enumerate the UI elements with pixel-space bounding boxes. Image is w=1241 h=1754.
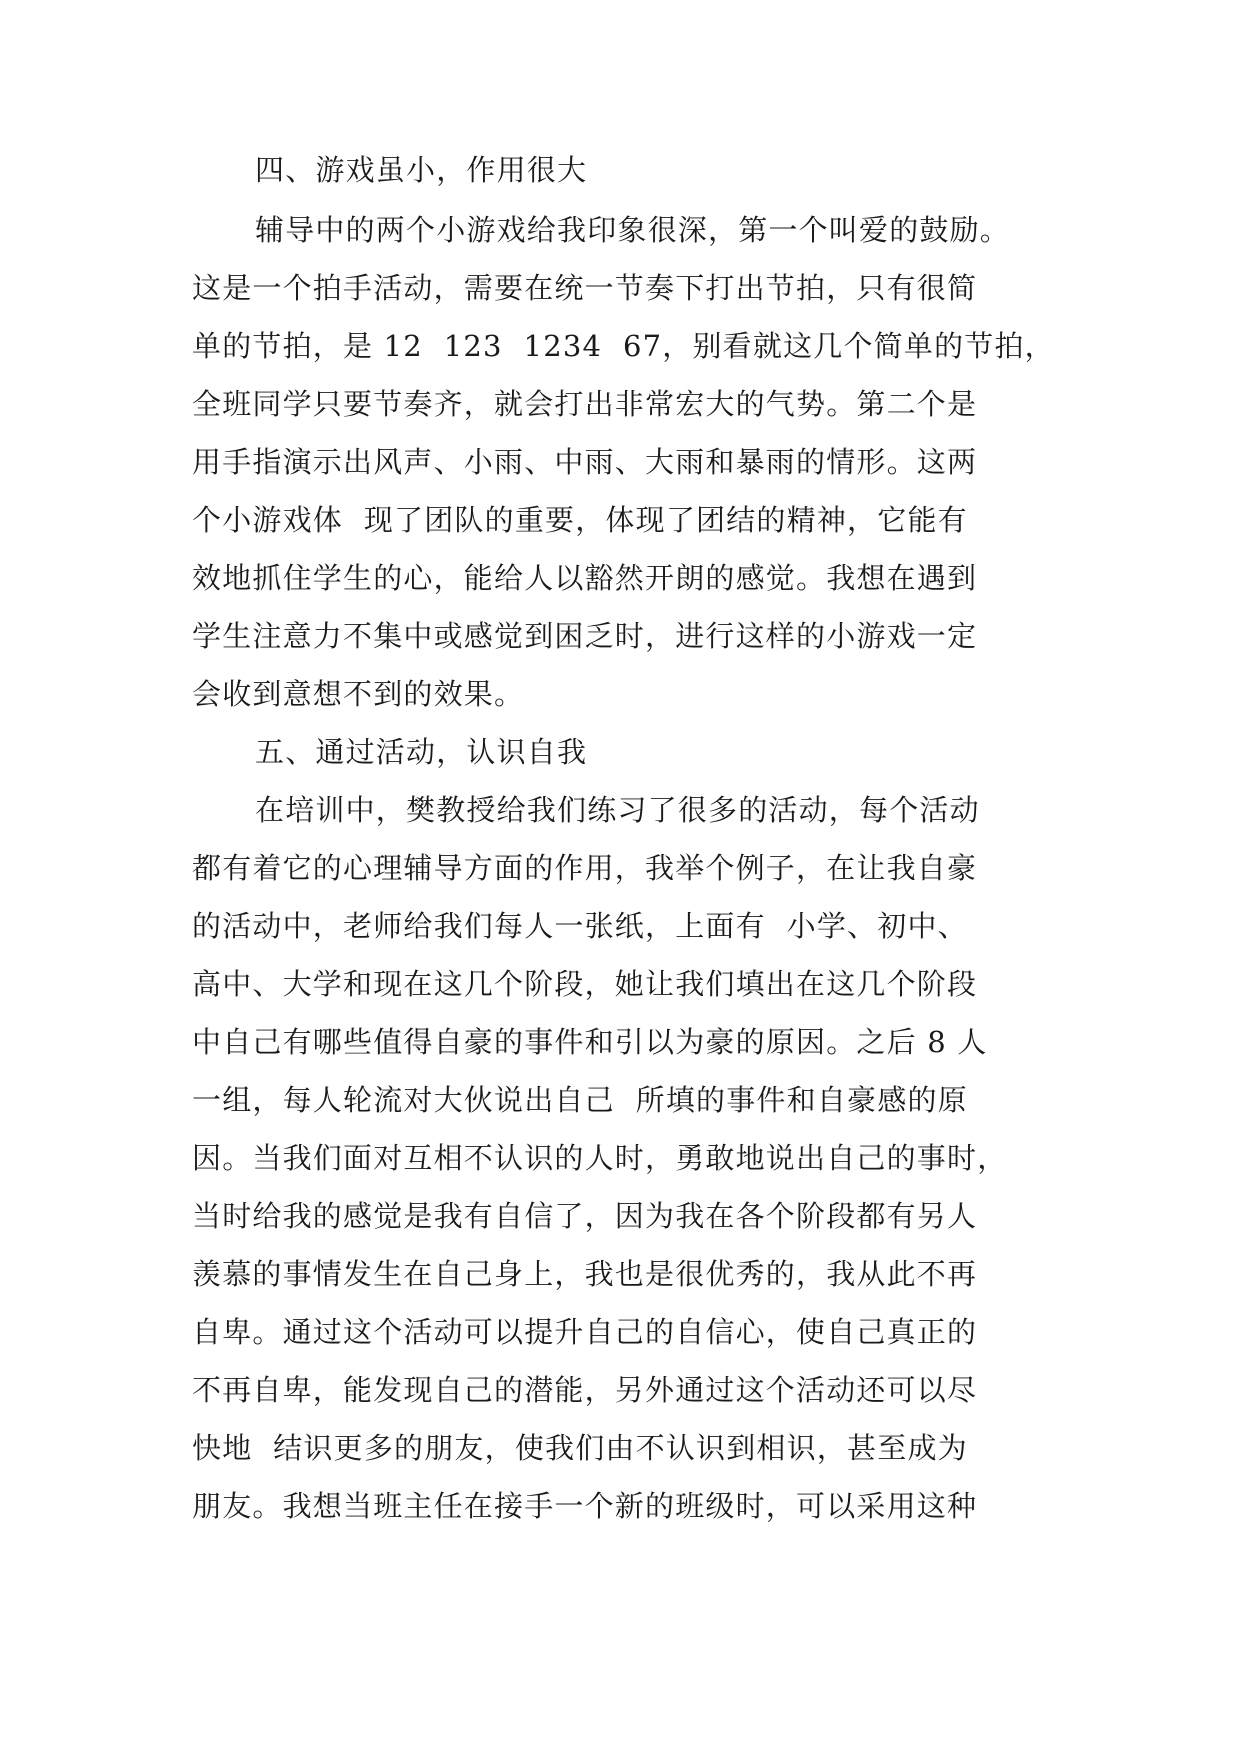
- paragraph-line: 朋友。我想当班主任在接手一个新的班级时，可以采用这种: [192, 1489, 978, 1523]
- paragraph-line: 当时给我的感觉是我有自信了，因为我在各个阶段都有另人: [192, 1199, 978, 1233]
- paragraph-line: 效地抓住学生的心，能给人以豁然开朗的感觉。我想在遇到: [192, 561, 978, 595]
- paragraph-line: 都有着它的心理辅导方面的作用，我举个例子，在让我自豪: [192, 851, 978, 885]
- paragraph-line: 学生注意力不集中或感觉到困乏时，进行这样的小游戏一定: [192, 619, 978, 653]
- paragraph-line: 个小游戏体 现了团队的重要，体现了团结的精神，它能有: [192, 503, 968, 537]
- paragraph-line: 因。当我们面对互相不认识的人时，勇敢地说出自己的事时，: [192, 1141, 1008, 1175]
- paragraph-line: 中自己有哪些值得自豪的事件和引以为豪的原因。之后 8 人: [192, 1025, 988, 1059]
- paragraph-line: 这是一个拍手活动，需要在统一节奏下打出节拍，只有很简: [192, 271, 978, 305]
- paragraph-line: 羡慕的事情发生在自己身上，我也是很优秀的，我从此不再: [192, 1257, 978, 1291]
- paragraph-line: 高中、大学和现在这几个阶段，她让我们填出在这几个阶段: [192, 967, 978, 1001]
- paragraph-line: 辅导中的两个小游戏给我印象很深，第一个叫爱的鼓励。: [255, 213, 1011, 247]
- paragraph-line: 在培训中，樊教授给我们练习了很多的活动，每个活动: [255, 793, 980, 827]
- paragraph-line: 一组，每人轮流对大伙说出自己 所填的事件和自豪感的原: [192, 1083, 968, 1117]
- paragraph-line: 全班同学只要节奏齐，就会打出非常宏大的气势。第二个是: [192, 387, 978, 421]
- paragraph-line: 会收到意想不到的效果。: [192, 677, 525, 711]
- paragraph-line: 快地 结识更多的朋友，使我们由不认识到相识，甚至成为: [192, 1431, 968, 1465]
- paragraph-line: 单的节拍，是 12 123 1234 67，别看就这几个简单的节拍，: [192, 329, 1055, 363]
- paragraph-line: 自卑。通过这个活动可以提升自己的自信心，使自己真正的: [192, 1315, 978, 1349]
- paragraph-line: 的活动中，老师给我们每人一张纸，上面有 小学、初中、: [192, 909, 968, 943]
- paragraph-line: 用手指演示出风声、小雨、中雨、大雨和暴雨的情形。这两: [192, 445, 978, 479]
- section-heading-four: 四、游戏虽小，作用很大: [255, 153, 588, 187]
- paragraph-line: 不再自卑，能发现自己的潜能，另外通过这个活动还可以尽: [192, 1373, 978, 1407]
- section-heading-five: 五、通过活动，认识自我: [255, 735, 588, 769]
